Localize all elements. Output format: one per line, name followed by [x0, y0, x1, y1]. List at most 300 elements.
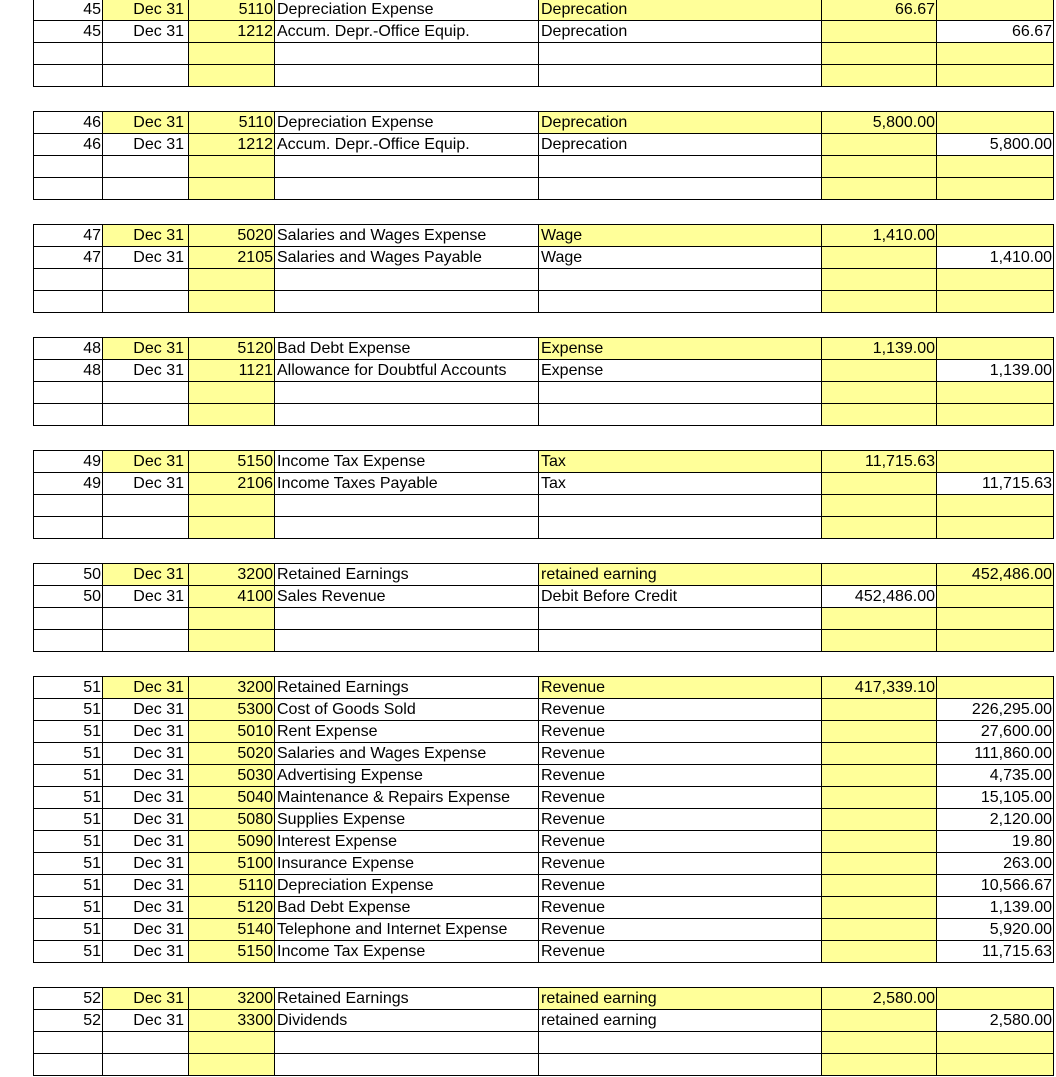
debit-cell[interactable]: 452,486.00	[822, 586, 937, 608]
entry-number-cell[interactable]: 51	[34, 787, 103, 809]
entry-number-cell[interactable]	[34, 291, 103, 313]
account-name-cell[interactable]: Telephone and Internet Expense	[275, 919, 539, 941]
credit-cell[interactable]: 11,715.63	[937, 941, 1054, 963]
description-cell[interactable]: Revenue	[539, 809, 822, 831]
debit-cell[interactable]	[822, 630, 937, 652]
description-cell[interactable]: retained earning	[539, 1010, 822, 1032]
date-cell[interactable]: Dec 31	[103, 225, 189, 247]
debit-cell[interactable]	[822, 1032, 937, 1054]
account-name-cell[interactable]: Allowance for Doubtful Accounts	[275, 360, 539, 382]
date-cell[interactable]	[103, 1032, 189, 1054]
account-name-cell[interactable]: Retained Earnings	[275, 564, 539, 586]
debit-cell[interactable]	[822, 564, 937, 586]
account-number-cell[interactable]: 5140	[189, 919, 275, 941]
credit-cell[interactable]: 10,566.67	[937, 875, 1054, 897]
entry-number-cell[interactable]	[34, 1054, 103, 1076]
date-cell[interactable]: Dec 31	[103, 1010, 189, 1032]
account-number-cell[interactable]: 5150	[189, 941, 275, 963]
description-cell[interactable]: Revenue	[539, 897, 822, 919]
entry-number-cell[interactable]: 52	[34, 1010, 103, 1032]
account-name-cell[interactable]: Depreciation Expense	[275, 875, 539, 897]
account-number-cell[interactable]: 5150	[189, 451, 275, 473]
date-cell[interactable]: Dec 31	[103, 809, 189, 831]
account-number-cell[interactable]: 5030	[189, 765, 275, 787]
entry-number-cell[interactable]: 46	[34, 134, 103, 156]
description-cell[interactable]	[539, 178, 822, 200]
credit-cell[interactable]	[937, 382, 1054, 404]
account-number-cell[interactable]: 5120	[189, 338, 275, 360]
account-number-cell[interactable]	[189, 1054, 275, 1076]
account-name-cell[interactable]: Income Taxes Payable	[275, 473, 539, 495]
account-number-cell[interactable]	[189, 269, 275, 291]
debit-cell[interactable]	[822, 156, 937, 178]
debit-cell[interactable]: 1,139.00	[822, 338, 937, 360]
account-name-cell[interactable]: Sales Revenue	[275, 586, 539, 608]
account-name-cell[interactable]	[275, 178, 539, 200]
account-number-cell[interactable]	[189, 65, 275, 87]
date-cell[interactable]: Dec 31	[103, 451, 189, 473]
account-number-cell[interactable]: 3200	[189, 988, 275, 1010]
account-number-cell[interactable]: 4100	[189, 586, 275, 608]
description-cell[interactable]	[539, 630, 822, 652]
account-name-cell[interactable]	[275, 495, 539, 517]
account-number-cell[interactable]	[189, 630, 275, 652]
entry-number-cell[interactable]	[34, 382, 103, 404]
description-cell[interactable]: Debit Before Credit	[539, 586, 822, 608]
credit-cell[interactable]: 5,800.00	[937, 134, 1054, 156]
account-name-cell[interactable]: Retained Earnings	[275, 988, 539, 1010]
credit-cell[interactable]: 19.80	[937, 831, 1054, 853]
date-cell[interactable]	[103, 382, 189, 404]
credit-cell[interactable]	[937, 112, 1054, 134]
account-number-cell[interactable]: 5300	[189, 699, 275, 721]
debit-cell[interactable]: 5,800.00	[822, 112, 937, 134]
description-cell[interactable]	[539, 156, 822, 178]
description-cell[interactable]: Revenue	[539, 743, 822, 765]
date-cell[interactable]: Dec 31	[103, 586, 189, 608]
description-cell[interactable]	[539, 269, 822, 291]
date-cell[interactable]: Dec 31	[103, 743, 189, 765]
debit-cell[interactable]	[822, 65, 937, 87]
account-number-cell[interactable]: 5020	[189, 743, 275, 765]
description-cell[interactable]: Wage	[539, 247, 822, 269]
date-cell[interactable]: Dec 31	[103, 21, 189, 43]
account-name-cell[interactable]: Accum. Depr.-Office Equip.	[275, 21, 539, 43]
date-cell[interactable]: Dec 31	[103, 0, 189, 21]
debit-cell[interactable]	[822, 1054, 937, 1076]
date-cell[interactable]: Dec 31	[103, 941, 189, 963]
credit-cell[interactable]: 27,600.00	[937, 721, 1054, 743]
date-cell[interactable]: Dec 31	[103, 765, 189, 787]
date-cell[interactable]	[103, 65, 189, 87]
date-cell[interactable]: Dec 31	[103, 247, 189, 269]
date-cell[interactable]	[103, 269, 189, 291]
account-name-cell[interactable]: Income Tax Expense	[275, 451, 539, 473]
debit-cell[interactable]	[822, 178, 937, 200]
entry-number-cell[interactable]: 50	[34, 586, 103, 608]
debit-cell[interactable]: 66.67	[822, 0, 937, 21]
account-name-cell[interactable]: Interest Expense	[275, 831, 539, 853]
account-number-cell[interactable]	[189, 178, 275, 200]
account-number-cell[interactable]	[189, 382, 275, 404]
debit-cell[interactable]	[822, 473, 937, 495]
entry-number-cell[interactable]: 51	[34, 677, 103, 699]
description-cell[interactable]: Revenue	[539, 919, 822, 941]
account-number-cell[interactable]: 5120	[189, 897, 275, 919]
account-name-cell[interactable]	[275, 1032, 539, 1054]
account-name-cell[interactable]: Cost of Goods Sold	[275, 699, 539, 721]
date-cell[interactable]: Dec 31	[103, 787, 189, 809]
date-cell[interactable]: Dec 31	[103, 919, 189, 941]
description-cell[interactable]: Revenue	[539, 941, 822, 963]
date-cell[interactable]: Dec 31	[103, 897, 189, 919]
account-name-cell[interactable]: Accum. Depr.-Office Equip.	[275, 134, 539, 156]
account-name-cell[interactable]: Depreciation Expense	[275, 0, 539, 21]
description-cell[interactable]	[539, 65, 822, 87]
debit-cell[interactable]: 2,580.00	[822, 988, 937, 1010]
debit-cell[interactable]	[822, 765, 937, 787]
block-spacer	[0, 963, 1054, 987]
account-number-cell[interactable]: 5110	[189, 0, 275, 21]
account-name-cell[interactable]: Dividends	[275, 1010, 539, 1032]
account-number-cell[interactable]: 5020	[189, 225, 275, 247]
credit-cell[interactable]	[937, 1032, 1054, 1054]
account-number-cell[interactable]: 1212	[189, 134, 275, 156]
description-cell[interactable]: Deprecation	[539, 134, 822, 156]
description-cell[interactable]	[539, 1032, 822, 1054]
entry-number-cell[interactable]	[34, 608, 103, 630]
date-cell[interactable]: Dec 31	[103, 338, 189, 360]
account-name-cell[interactable]: Supplies Expense	[275, 809, 539, 831]
entry-number-cell[interactable]: 51	[34, 941, 103, 963]
entry-number-cell[interactable]: 51	[34, 743, 103, 765]
debit-cell[interactable]	[822, 721, 937, 743]
credit-cell[interactable]	[937, 495, 1054, 517]
debit-cell[interactable]	[822, 919, 937, 941]
credit-cell[interactable]: 452,486.00	[937, 564, 1054, 586]
journal-entry-block	[33, 563, 1054, 652]
account-name-cell[interactable]	[275, 65, 539, 87]
account-name-cell[interactable]: Depreciation Expense	[275, 112, 539, 134]
date-cell[interactable]: Dec 31	[103, 564, 189, 586]
account-number-cell[interactable]: 5110	[189, 112, 275, 134]
description-cell[interactable]: Expense	[539, 360, 822, 382]
entry-number-cell[interactable]: 50	[34, 564, 103, 586]
account-number-cell[interactable]: 3200	[189, 564, 275, 586]
account-name-cell[interactable]	[275, 630, 539, 652]
entry-number-cell[interactable]	[34, 1032, 103, 1054]
account-name-cell[interactable]: Bad Debt Expense	[275, 338, 539, 360]
debit-cell[interactable]	[822, 853, 937, 875]
description-cell[interactable]: retained earning	[539, 988, 822, 1010]
account-number-cell[interactable]: 1212	[189, 21, 275, 43]
debit-cell[interactable]	[822, 875, 937, 897]
date-cell[interactable]: Dec 31	[103, 699, 189, 721]
entry-number-cell[interactable]: 51	[34, 853, 103, 875]
date-cell[interactable]	[103, 43, 189, 65]
debit-cell[interactable]	[822, 382, 937, 404]
description-cell[interactable]: Revenue	[539, 853, 822, 875]
account-number-cell[interactable]	[189, 517, 275, 539]
debit-cell[interactable]	[822, 43, 937, 65]
account-name-cell[interactable]: Salaries and Wages Payable	[275, 247, 539, 269]
account-name-cell[interactable]	[275, 382, 539, 404]
debit-cell[interactable]	[822, 134, 937, 156]
description-cell[interactable]: Revenue	[539, 721, 822, 743]
credit-cell[interactable]: 226,295.00	[937, 699, 1054, 721]
account-name-cell[interactable]	[275, 1054, 539, 1076]
credit-cell[interactable]: 111,860.00	[937, 743, 1054, 765]
account-number-cell[interactable]	[189, 291, 275, 313]
account-name-cell[interactable]	[275, 269, 539, 291]
credit-cell[interactable]	[937, 0, 1054, 21]
journal-row	[34, 809, 1054, 831]
account-name-cell[interactable]	[275, 156, 539, 178]
description-cell[interactable]: Tax	[539, 473, 822, 495]
entry-number-cell[interactable]: 51	[34, 809, 103, 831]
date-cell[interactable]: Dec 31	[103, 853, 189, 875]
entry-number-cell[interactable]: 49	[34, 451, 103, 473]
journal-row	[34, 495, 1054, 517]
entry-number-cell[interactable]: 51	[34, 699, 103, 721]
description-cell[interactable]	[539, 495, 822, 517]
date-cell[interactable]	[103, 1054, 189, 1076]
date-cell[interactable]: Dec 31	[103, 677, 189, 699]
credit-cell[interactable]	[937, 451, 1054, 473]
block-spacer	[0, 652, 1054, 676]
date-cell[interactable]	[103, 630, 189, 652]
account-name-cell[interactable]: Insurance Expense	[275, 853, 539, 875]
account-number-cell[interactable]	[189, 404, 275, 426]
account-name-cell[interactable]	[275, 43, 539, 65]
date-cell[interactable]: Dec 31	[103, 473, 189, 495]
date-cell[interactable]: Dec 31	[103, 112, 189, 134]
account-number-cell[interactable]: 5010	[189, 721, 275, 743]
entry-number-cell[interactable]: 45	[34, 0, 103, 21]
debit-cell[interactable]	[822, 269, 937, 291]
entry-number-cell[interactable]: 51	[34, 831, 103, 853]
date-cell[interactable]	[103, 178, 189, 200]
account-name-cell[interactable]	[275, 291, 539, 313]
description-cell[interactable]	[539, 43, 822, 65]
description-cell[interactable]: Revenue	[539, 677, 822, 699]
description-cell[interactable]	[539, 1054, 822, 1076]
description-cell[interactable]	[539, 382, 822, 404]
description-cell[interactable]	[539, 404, 822, 426]
debit-cell[interactable]	[822, 247, 937, 269]
entry-number-cell[interactable]: 48	[34, 360, 103, 382]
journal-row	[34, 765, 1054, 787]
credit-cell[interactable]: 1,410.00	[937, 247, 1054, 269]
credit-cell[interactable]: 2,580.00	[937, 1010, 1054, 1032]
date-cell[interactable]: Dec 31	[103, 721, 189, 743]
account-number-cell[interactable]: 3300	[189, 1010, 275, 1032]
debit-cell[interactable]	[822, 495, 937, 517]
account-name-cell[interactable]: Bad Debt Expense	[275, 897, 539, 919]
credit-cell[interactable]: 4,735.00	[937, 765, 1054, 787]
account-number-cell[interactable]	[189, 608, 275, 630]
block-spacer	[0, 539, 1054, 563]
credit-cell[interactable]: 263.00	[937, 853, 1054, 875]
debit-cell[interactable]: 11,715.63	[822, 451, 937, 473]
credit-cell[interactable]	[937, 43, 1054, 65]
entry-number-cell[interactable]	[34, 178, 103, 200]
debit-cell[interactable]	[822, 21, 937, 43]
credit-cell[interactable]	[937, 988, 1054, 1010]
journal-row	[34, 382, 1054, 404]
entry-number-cell[interactable]	[34, 517, 103, 539]
date-cell[interactable]: Dec 31	[103, 360, 189, 382]
entry-number-cell[interactable]	[34, 404, 103, 426]
credit-cell[interactable]: 5,920.00	[937, 919, 1054, 941]
description-cell[interactable]	[539, 608, 822, 630]
credit-cell[interactable]	[937, 291, 1054, 313]
date-cell[interactable]	[103, 495, 189, 517]
description-cell[interactable]: Expense	[539, 338, 822, 360]
credit-cell[interactable]: 66.67	[937, 21, 1054, 43]
debit-cell[interactable]	[822, 291, 937, 313]
description-cell[interactable]: Revenue	[539, 699, 822, 721]
entry-number-cell[interactable]	[34, 630, 103, 652]
account-name-cell[interactable]: Rent Expense	[275, 721, 539, 743]
description-cell[interactable]: Revenue	[539, 831, 822, 853]
description-cell[interactable]: Wage	[539, 225, 822, 247]
debit-cell[interactable]	[822, 517, 937, 539]
account-number-cell[interactable]	[189, 43, 275, 65]
credit-cell[interactable]	[937, 225, 1054, 247]
debit-cell[interactable]	[822, 787, 937, 809]
description-cell[interactable]	[539, 291, 822, 313]
credit-cell[interactable]	[937, 269, 1054, 291]
description-cell[interactable]: Tax	[539, 451, 822, 473]
credit-cell[interactable]	[937, 608, 1054, 630]
entry-number-cell[interactable]: 48	[34, 338, 103, 360]
account-number-cell[interactable]	[189, 495, 275, 517]
entry-number-cell[interactable]: 46	[34, 112, 103, 134]
description-cell[interactable]: Deprecation	[539, 112, 822, 134]
entry-number-cell[interactable]: 47	[34, 225, 103, 247]
account-number-cell[interactable]: 5080	[189, 809, 275, 831]
entry-number-cell[interactable]: 51	[34, 765, 103, 787]
date-cell[interactable]: Dec 31	[103, 134, 189, 156]
account-number-cell[interactable]: 3200	[189, 677, 275, 699]
account-number-cell[interactable]: 5090	[189, 831, 275, 853]
entry-number-cell[interactable]: 52	[34, 988, 103, 1010]
account-number-cell[interactable]: 5100	[189, 853, 275, 875]
account-number-cell[interactable]: 5040	[189, 787, 275, 809]
date-cell[interactable]	[103, 156, 189, 178]
date-cell[interactable]	[103, 608, 189, 630]
account-number-cell[interactable]: 2106	[189, 473, 275, 495]
credit-cell[interactable]: 2,120.00	[937, 809, 1054, 831]
entry-number-cell[interactable]	[34, 65, 103, 87]
description-cell[interactable]	[539, 517, 822, 539]
account-name-cell[interactable]: Retained Earnings	[275, 677, 539, 699]
debit-cell[interactable]	[822, 743, 937, 765]
journal-row	[34, 853, 1054, 875]
debit-cell[interactable]	[822, 831, 937, 853]
account-name-cell[interactable]: Salaries and Wages Expense	[275, 743, 539, 765]
account-name-cell[interactable]: Maintenance & Repairs Expense	[275, 787, 539, 809]
date-cell[interactable]	[103, 517, 189, 539]
account-number-cell[interactable]: 1121	[189, 360, 275, 382]
debit-cell[interactable]	[822, 897, 937, 919]
account-name-cell[interactable]: Income Tax Expense	[275, 941, 539, 963]
debit-cell[interactable]	[822, 360, 937, 382]
credit-cell[interactable]: 11,715.63	[937, 473, 1054, 495]
debit-cell[interactable]	[822, 941, 937, 963]
description-cell[interactable]: Revenue	[539, 875, 822, 897]
credit-cell[interactable]	[937, 586, 1054, 608]
credit-cell[interactable]	[937, 630, 1054, 652]
entry-number-cell[interactable]	[34, 43, 103, 65]
account-name-cell[interactable]	[275, 517, 539, 539]
debit-cell[interactable]: 1,410.00	[822, 225, 937, 247]
credit-cell[interactable]	[937, 65, 1054, 87]
entry-number-cell[interactable]: 51	[34, 875, 103, 897]
journal-entry-block	[33, 111, 1054, 200]
account-name-cell[interactable]	[275, 404, 539, 426]
credit-cell[interactable]: 1,139.00	[937, 897, 1054, 919]
date-cell[interactable]	[103, 404, 189, 426]
credit-cell[interactable]: 15,105.00	[937, 787, 1054, 809]
credit-cell[interactable]	[937, 404, 1054, 426]
entry-number-cell[interactable]	[34, 495, 103, 517]
entry-number-cell[interactable]: 51	[34, 721, 103, 743]
entry-number-cell[interactable]: 47	[34, 247, 103, 269]
block-spacer	[0, 426, 1054, 450]
credit-cell[interactable]	[937, 1054, 1054, 1076]
journal-row	[34, 988, 1054, 1010]
credit-cell[interactable]	[937, 178, 1054, 200]
debit-cell[interactable]: 417,339.10	[822, 677, 937, 699]
debit-cell[interactable]	[822, 699, 937, 721]
account-name-cell[interactable]	[275, 608, 539, 630]
journal-row	[34, 875, 1054, 897]
entry-number-cell[interactable]: 51	[34, 919, 103, 941]
credit-cell[interactable]	[937, 156, 1054, 178]
credit-cell[interactable]	[937, 677, 1054, 699]
debit-cell[interactable]	[822, 404, 937, 426]
account-name-cell[interactable]: Advertising Expense	[275, 765, 539, 787]
entry-number-cell[interactable]: 45	[34, 21, 103, 43]
account-number-cell[interactable]: 2105	[189, 247, 275, 269]
description-cell[interactable]: Revenue	[539, 765, 822, 787]
date-cell[interactable]: Dec 31	[103, 988, 189, 1010]
entry-number-cell[interactable]	[34, 269, 103, 291]
credit-cell[interactable]	[937, 338, 1054, 360]
description-cell[interactable]: Deprecation	[539, 0, 822, 21]
date-cell[interactable]: Dec 31	[103, 875, 189, 897]
date-cell[interactable]: Dec 31	[103, 831, 189, 853]
credit-cell[interactable]: 1,139.00	[937, 360, 1054, 382]
account-number-cell[interactable]	[189, 156, 275, 178]
entry-number-cell[interactable]	[34, 156, 103, 178]
debit-cell[interactable]	[822, 608, 937, 630]
date-cell[interactable]	[103, 291, 189, 313]
account-number-cell[interactable]	[189, 1032, 275, 1054]
description-cell[interactable]: Revenue	[539, 787, 822, 809]
credit-cell[interactable]	[937, 517, 1054, 539]
entry-number-cell[interactable]: 51	[34, 897, 103, 919]
account-name-cell[interactable]: Salaries and Wages Expense	[275, 225, 539, 247]
description-cell[interactable]: retained earning	[539, 564, 822, 586]
debit-cell[interactable]	[822, 1010, 937, 1032]
account-number-cell[interactable]: 5110	[189, 875, 275, 897]
debit-cell[interactable]	[822, 809, 937, 831]
entry-number-cell[interactable]: 49	[34, 473, 103, 495]
description-cell[interactable]: Deprecation	[539, 21, 822, 43]
